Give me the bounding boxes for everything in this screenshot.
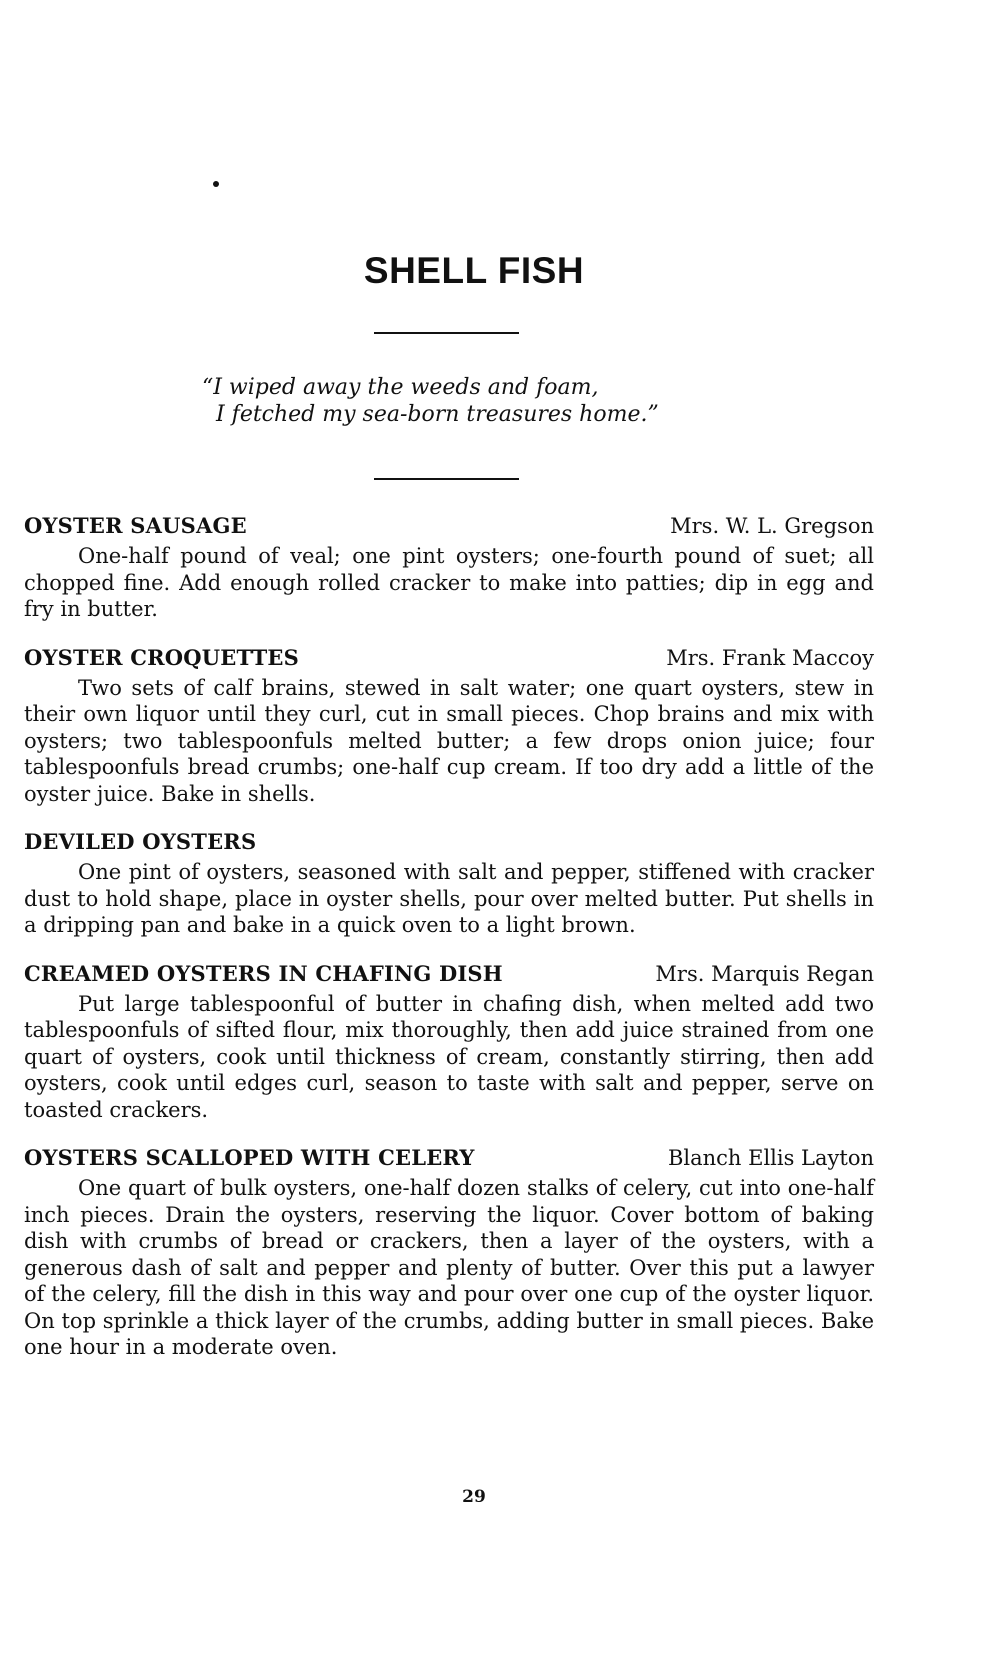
quote-line-1: “I wiped away the weeds and foam, [202, 375, 599, 400]
recipe-title: OYSTERS SCALLOPED WITH CELERY [24, 1145, 475, 1170]
divider-bottom [374, 478, 519, 480]
recipe-list [24, 513, 874, 1383]
recipe-title: OYSTER CROQUETTES [24, 644, 299, 670]
recipe-oyster-sausage [24, 513, 874, 623]
recipe-header [24, 961, 874, 991]
recipe-title: CREAMED OYSTERS IN CHAFING DISH [24, 960, 503, 986]
recipe-body: Put large tablespoonful of butter in chafing dish, when melted add two tablespoonfuls of sifted flour, mix thoroughly, then add juice strained from one quart of oysters, cook until thickness of cream, constantly stirring, then add oysters, cook until edges curl, season to taste with salt and pepper, serve on toasted crackers. [24, 991, 874, 1122]
page-number: 29 [462, 1487, 486, 1507]
recipe-body: One-half pound of veal; one pint oysters; one-fourth pound of suet; all chopped fine. Add enough rolled cracker to make into patties; dip in egg and fry in butter. [24, 544, 874, 621]
recipe-body: One pint of oysters, seasoned with salt and pepper, stiffened with cracker dust to hold shape, place in oyster shells, pour over melted butter. Put shells in a dripping pan and bake in a quick oven to a light brown. [24, 860, 874, 937]
recipe-oysters-scalloped [24, 1145, 874, 1361]
quote-line-2: I fetched my sea-born treasures home.” [202, 402, 659, 427]
recipe-header [24, 645, 874, 675]
recipe-body: Two sets of calf brains, stewed in salt water; one quart oysters, stew in their own liquor until they curl, cut in small pieces. Chop brains and mix with oysters; two tablespoonfuls melted butter; a few drops onion juice; four tablespoonfuls bread crumbs; one-half cup cream. If too dry add a little of the oyster juice. Bake in shells. [24, 675, 874, 806]
epigraph-quote [202, 374, 722, 428]
recipe-header [24, 1145, 874, 1175]
divider-top [374, 332, 519, 334]
recipe-oyster-croquettes [24, 645, 874, 808]
recipe-deviled-oysters [24, 829, 874, 939]
recipe-author: Mrs. Marquis Regan [655, 961, 874, 986]
recipe-header [24, 513, 874, 543]
recipe-body: One quart of bulk oysters, one-half dozen stalks of celery, cut into one-half inch pieces. Drain the oysters, reserving the liquor. Cover bottom of baking dish with crumbs of bread or crackers, then a layer of the oysters, with a generous dash of salt and pepper and plenty of butter. Over this put a lawyer of the celery, fill the dish in this way and pour over one cup of the oyster liquor. On top sprinkle a thick layer of the crumbs, adding butter in small pieces. Bake one hour in a moderate oven. [24, 1176, 874, 1359]
recipe-title: OYSTER SAUSAGE [24, 513, 247, 538]
recipe-title: DEVILED OYSTERS [24, 829, 257, 854]
recipe-creamed-oysters [24, 961, 874, 1124]
ink-dot [213, 181, 219, 187]
recipe-author: Blanch Ellis Layton [667, 1146, 874, 1170]
page-title: SHELL FISH [363, 250, 585, 291]
recipe-author: Mrs. Frank Maccoy [666, 645, 874, 670]
recipe-header [24, 829, 874, 859]
recipe-author: Mrs. W. L. Gregson [670, 514, 874, 538]
book-page [24, 0, 874, 1667]
